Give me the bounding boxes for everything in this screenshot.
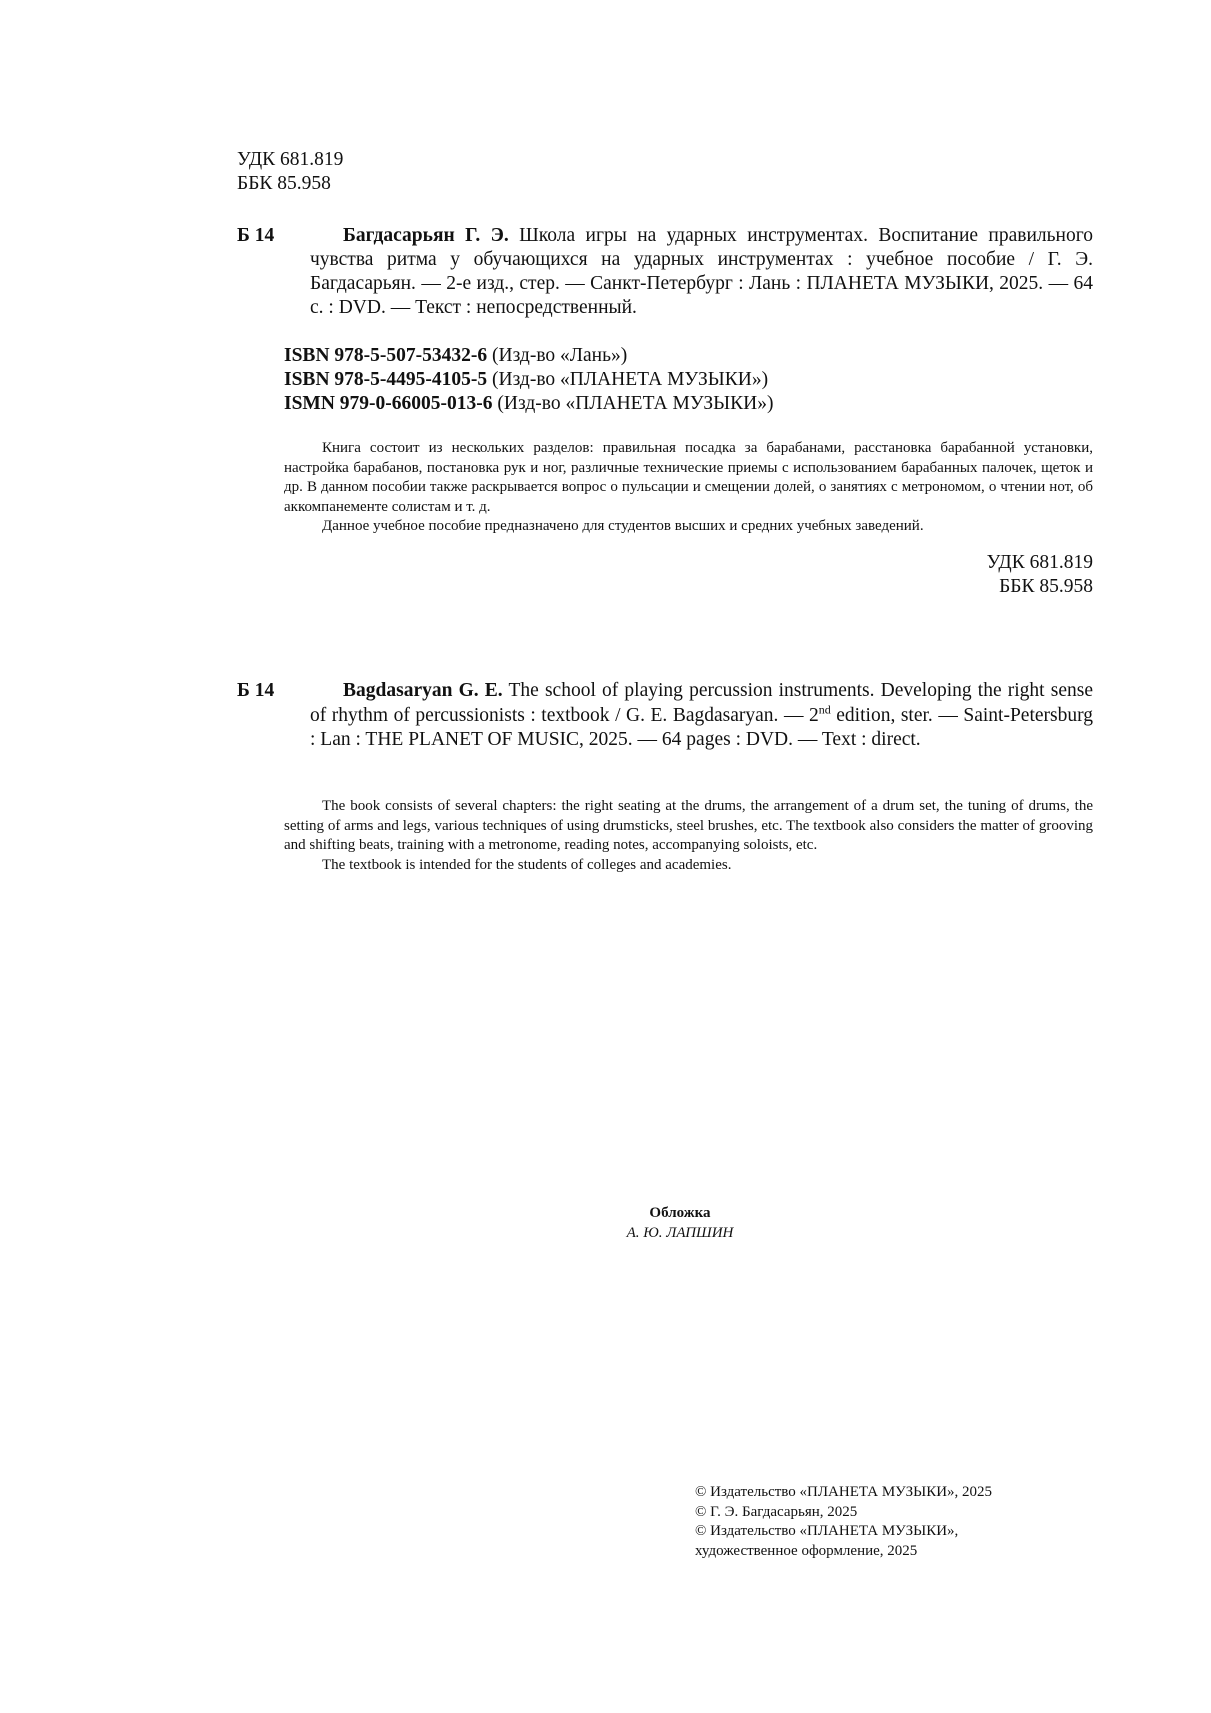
copyright-line: © Издательство «ПЛАНЕТА МУЗЫКИ», (695, 1523, 959, 1539)
cover-credits (580, 1204, 780, 1243)
en-abstract (284, 797, 1093, 875)
ismn-number: ISMN 979-0-66005-013-6 (284, 393, 493, 414)
ismn-publisher: (Изд-во «ПЛАНЕТА МУЗЫКИ») (497, 393, 774, 414)
cover-designer: А. Ю. ЛАПШИН (626, 1224, 734, 1241)
ru-bbk: ББК 85.958 (999, 576, 1093, 597)
header-udk: УДК 681.819 (237, 149, 344, 170)
ru-codes-right (893, 551, 1093, 599)
ru-abstract-paragraph: Книга состоит из нескольких разделов: правильная посадка за барабанами, расстановка барабанной установки, настройка барабанов, постановка рук и ног, различные технические приемы с использованием барабанных палочек, щеток и др. В данном пособии также раскрывается вопрос о пульсации и смещении долей, о занятиях с метрономом, о чтении нот, об аккомпанементе солистам и т. д. (284, 440, 1093, 515)
copyright-block (695, 1483, 1095, 1561)
ru-abstract-paragraph: Данное учебное пособие предназначено для студентов высших и средних учебных заведений. (322, 518, 924, 534)
en-abstract-paragraph: The textbook is intended for the students of colleges and academies. (322, 856, 732, 873)
copyright-line: © Издательство «ПЛАНЕТА МУЗЫКИ», 2025 (695, 1484, 993, 1500)
en-author: Bagdasaryan G. E. (343, 680, 503, 701)
header-codes (237, 148, 343, 196)
header-bbk: ББК 85.958 (237, 173, 331, 194)
en-bibliographic-entry (310, 679, 1093, 753)
isbn-line (284, 344, 773, 368)
isbn-number: ISBN 978-5-507-53432-6 (284, 345, 488, 366)
ru-author: Багдасарьян Г. Э. (343, 225, 509, 246)
copyright-line: © Г. Э. Багдасарьян, 2025 (695, 1503, 858, 1520)
en-description-part2: edition, ster. — Saint-Petersburg : Lan : THE PLANET OF MUSIC, 2025. — 64 pages : DVD. — Text : direct. (310, 704, 1093, 750)
ru-author-mark: Б 14 (237, 225, 275, 246)
isbn-list (284, 344, 773, 416)
en-author-mark: Б 14 (237, 680, 275, 701)
ru-udk: УДК 681.819 (986, 552, 1093, 573)
ru-bibliographic-entry (310, 224, 1093, 320)
en-edition-superscript: nd (818, 702, 831, 716)
en-abstract-paragraph: The book consists of several chapters: the right seating at the drums, the arrangement of a drum set, the tuning of drums, the setting of arms and legs, various techniques of using drumsticks, steel brushes, etc. The textbook also considers the matter of grooving and shifting beats, training with a metronome, reading notes, accompanying soloists, etc. (284, 798, 1093, 853)
isbn-publisher: (Изд-во «ПЛАНЕТА МУЗЫКИ») (492, 369, 769, 390)
en-description-part1: The school of playing percussion instruments. Developing the right sense of rhythm of percussionists : textbook / G. E. Bagdasaryan. — 2 (310, 680, 1093, 726)
copyright-line: художественное оформление, 2025 (695, 1542, 918, 1559)
isbn-publisher: (Изд-во «Лань») (492, 345, 628, 366)
isbn-line (284, 368, 773, 392)
cover-label: Обложка (649, 1205, 711, 1221)
isbn-number: ISBN 978-5-4495-4105-5 (284, 369, 488, 390)
ru-description: Школа игры на ударных инструментах. Воспитание правильного чувства ритма у обучающихся на ударных инструментах : учебное пособие / Г. Э. Багдасарьян. — 2-е изд., стер. — Санкт-Петербург : Лань : ПЛАНЕТА МУЗЫКИ, 2025. — 64 с. : DVD. — Текст : непосредственный. (310, 225, 1093, 318)
ismn-line (284, 392, 773, 416)
ru-abstract (284, 439, 1093, 537)
